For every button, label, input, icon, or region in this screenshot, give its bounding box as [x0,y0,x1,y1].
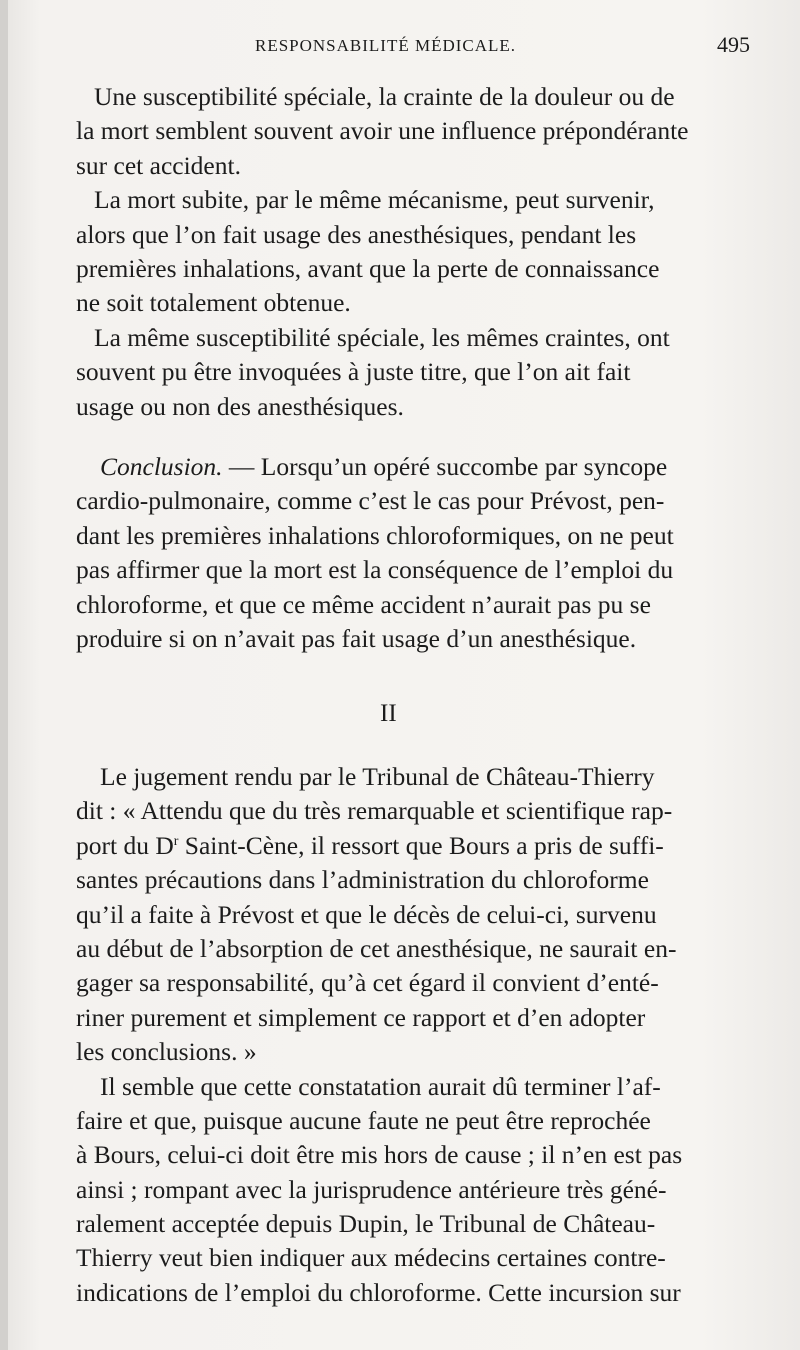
text-line: dant les premières inhalations chloroformiques, on ne peut [76,520,674,550]
text-line: indications de l’emploi du chloroforme. Cette incursion sur [76,1277,681,1307]
text-line: produire si on n’avait pas fait usage d’un anesthésique. [76,623,637,653]
running-title: RESPONSABILITÉ MÉDICALE. [255,36,517,55]
text-line: Il semble que cette constatation aurait dû terminer l’af- [100,1071,661,1101]
page-number: 495 [717,32,750,57]
text-line-with-superscript [76,829,754,863]
conclusion-paragraph [76,450,754,656]
text-line: pas affirmer que la mort est la conséquence de l’emploi du [76,555,674,585]
page-header [70,32,760,68]
text-line: gager sa responsabilité, qu’à cet égard il convient d’enté- [76,968,659,998]
opening-paragraphs [76,80,754,424]
text-line: ralement acceptée depuis Dupin, le Tribunal de Château- [76,1209,656,1239]
page-left-edge [0,0,8,1350]
text-line: faire et que, puisque aucune faute ne peut être reprochée [76,1105,651,1135]
text-line: la mort semblent souvent avoir une influence prépondérante [76,116,689,146]
text-line: Thierry veut bien indiquer aux médecins certaines contre- [76,1243,666,1273]
text-line: Le jugement rendu par le Tribunal de Château-Thierry [100,762,655,791]
text-line: alors que l’on fait usage des anesthésiques, pendant les [76,219,637,249]
text-line: les conclusions. » [76,1037,257,1067]
text-line: à Bours, celui-ci doit être mis hors de cause ; il n’en est pas [76,1140,683,1170]
text-line: usage ou non des anesthésiques. [76,391,404,421]
judgement-paragraph [76,760,754,1310]
conclusion-label: Conclusion. [100,452,223,481]
text-line: La mort subite, par le même mécanisme, peut survenir, [94,185,655,215]
text-line: dit : « Attendu que du très remarquable et scientifique rap- [76,796,673,826]
section-numeral: II [380,700,397,727]
text-line: au début de l’absorption de cet anesthésique, ne saurait en- [76,933,677,963]
text-line: souvent pu être invoquées à juste titre, que l’on ait fait [76,357,631,387]
superscript: r [173,833,179,849]
text-line: ne soit totalement obtenue. [76,288,351,318]
text-line: La même susceptibilité spéciale, les mêmes craintes, ont [94,322,670,352]
conclusion-first-line [76,450,754,484]
text-fragment: port du D [76,830,174,860]
text-fragment: Saint-Cène, il ressort que Bours a pris de suffi- [178,830,664,860]
text-line: cardio-pulmonaire, comme c’est le cas pour Prévost, pen- [76,486,665,516]
text-line: sur cet accident. [76,150,241,180]
text-line: riner purement et simplement ce rapport et d’en adopter [76,1002,646,1032]
text-line: Une susceptibilité spéciale, la crainte de la douleur ou de [94,82,675,111]
conclusion-first-line-text: — Lorsqu’un opéré succombe par syncope [222,452,668,481]
text-line: qu’il a faite à Prévost et que le décès de celui-ci, survenu [76,899,657,929]
text-line: santes précautions dans l’administration du chloroforme [76,865,649,895]
text-line: chloroforme, et que ce même accident n’aurait pas pu se [76,589,651,619]
text-line: ainsi ; rompant avec la jurisprudence antérieure très géné- [76,1174,667,1204]
text-line: premières inhalations, avant que la perte de connaissance [76,253,660,283]
